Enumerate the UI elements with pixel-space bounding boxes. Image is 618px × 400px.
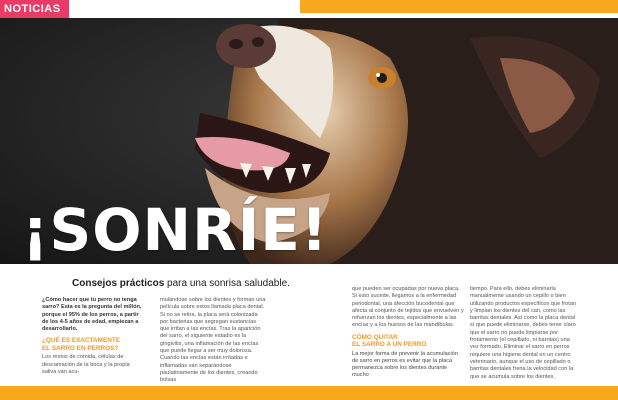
- subhead-line-1: ¿QUÉ ES EXACTAMENTE: [42, 337, 120, 345]
- headline: ¡SONRÍE!: [22, 196, 329, 264]
- subtitle-rest: para una sonrisa saludable.: [164, 278, 290, 289]
- subhead-como-quitar: [352, 334, 464, 349]
- lead-paragraph: ¿Cómo hacer que tu perro no tenga sarro? Esta es la pregunta del millón, porque el 95% de los perros, a partir de los 4-5 años de edad, empiezan a desarrollarlo.: [42, 297, 142, 333]
- subtitle: [72, 278, 290, 289]
- paragraph: tiempo. Para ello, debes eliminarla manualmente usando un cepillo o bien utilizando productos específicos que frotan y limpian los dientes del can, como las barritas dentales. Así como la placa dental sí que puede eliminarse, debes tener claro que el sarro no puede limpiarse por frotamiento (el cepillado, ni barritas) una vez formado. Eliminar el sarro en perros requiere una higiene dental en un centro veterinario, aunque el uso de cepillado o barritas dentales frena la velocidad con la que se acumula sobre los dientes.: [470, 286, 577, 380]
- subtitle-bold: Consejos prácticos: [72, 278, 165, 289]
- text-column-2: [160, 297, 266, 389]
- paragraph: mulándose sobre los dientes y forman una película sobre estos llamada placa dental. Si no se retira, la placa será colonizada por bacterias que segregan sustancias que irritan a las encías. Tras la aparición del sarro, el siguiente estadio es la gingivitis, una inflamación de las encías que puede llegar a ser muy dolorosa. Cuando las encías están irritadas e inflamadas van separándose paulatinamente de los dientes, creando bolsas: [160, 297, 266, 384]
- top-accent-bar: [300, 0, 618, 13]
- text-column-4: [470, 286, 577, 385]
- subhead-line-1: CÓMO QUITAR: [352, 333, 398, 341]
- section-tag: NOTICIAS: [0, 0, 69, 19]
- bottom-accent-bar: [0, 386, 618, 400]
- paragraph: La mejor forma de prevenir la acumulación de sarro en perros es evitar que la placa permanezca sobre los dientes durante mucho: [352, 350, 459, 379]
- paragraph: Los restos de comida, células de descamación de la boca y la propia saliva van acu-: [42, 354, 130, 375]
- paragraph: que pueden ser ocupadas por nueva placa. Si esto sucede, llegamos a la enfermedad periodontal, una afección bucodental que afecta al conjunto de tejidos que envuelven y refuerzan los dientes, especialmente a las encías y a los huesos de las mandíbulas.: [352, 286, 464, 329]
- subhead-line-2: EL SARRO A UN PERRO: [352, 341, 427, 349]
- subhead-line-2: EL SARRO EN PERROS?: [42, 344, 119, 352]
- text-column-3: [352, 286, 464, 384]
- subhead-que-es: [42, 337, 142, 352]
- text-column-1: [42, 297, 142, 380]
